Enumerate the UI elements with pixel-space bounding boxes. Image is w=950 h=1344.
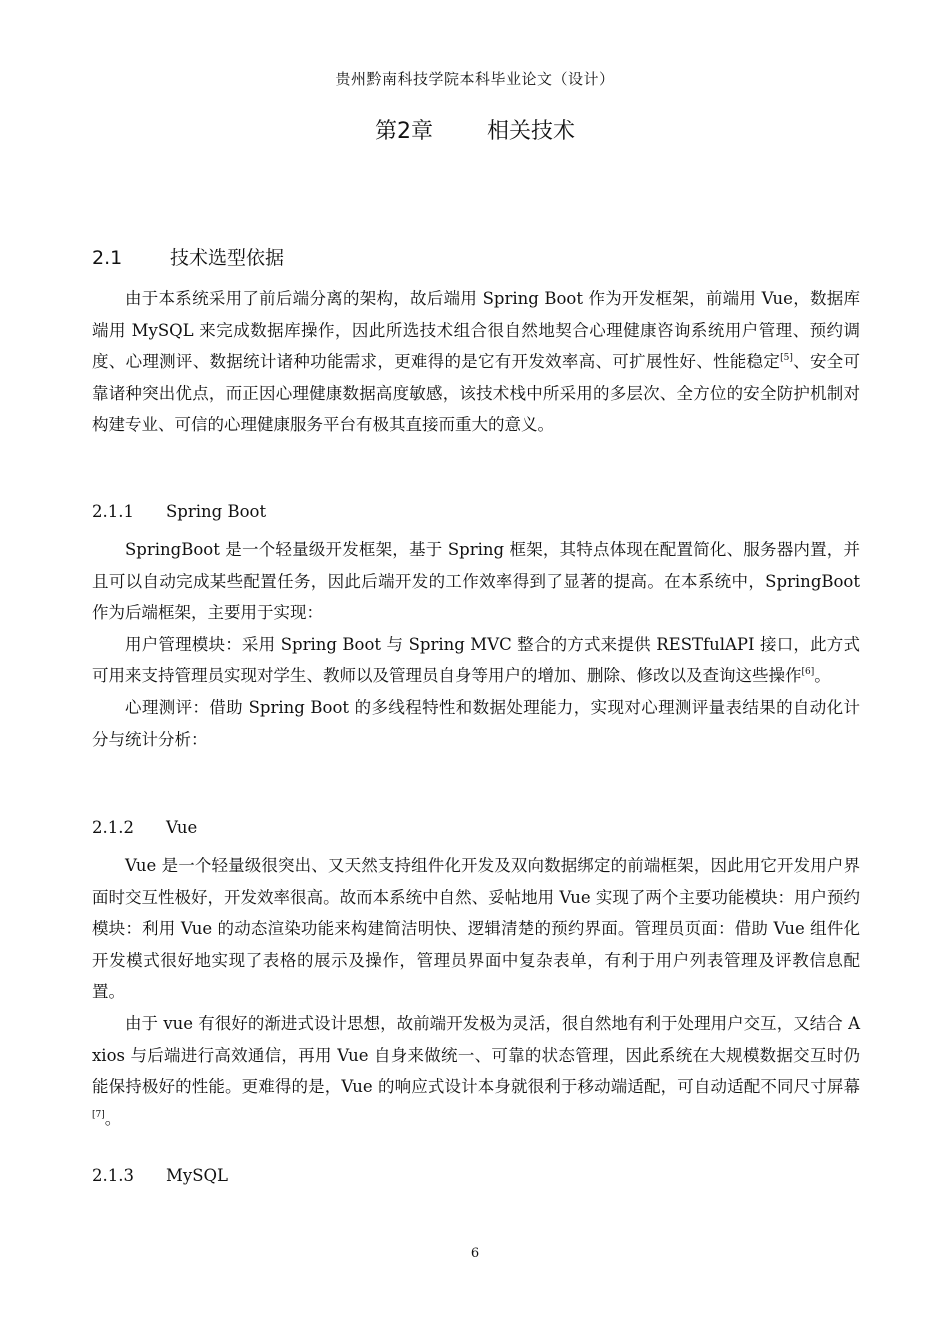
subsection-number: 2.1.2: [92, 818, 134, 837]
paragraph: SpringBoot 是一个轻量级开发框架，基于 Spring 框架，其特点体现在配置简化、服务器内置，并且可以自动完成某些配置任务，因此后端开发的工作效率得到了显著的提高。在本系统中，SpringBoot 作为后端框架，主要用于实现：: [92, 540, 860, 623]
paragraph-text: 、安全可靠诸种突出优点，而正因心理健康数据高度敏感，该技术栈中所采用的多层次、全方位的安全防护机制对构建专业、可信的心理健康服务平台有极其直接而重大的意义。: [92, 352, 861, 435]
subsection-number: 2.1.1: [92, 502, 134, 521]
section-number: 2.1: [92, 247, 123, 269]
subsection-number: 2.1.3: [92, 1166, 134, 1185]
page-number: 6: [470, 1246, 480, 1261]
paragraph: 心理测评：借助 Spring Boot 的多线程特性和数据处理能力，实现对心理测评量表结果的自动化计分与统计分析：: [92, 697, 860, 749]
paragraph-text: 用户管理模块：采用 Spring Boot 与 Spring MVC 整合的方式来提供 RESTfulAPI 接口，此方式可用来支持管理员实现对学生、教师以及管理员自身等用户的增加、删除、修改以及查询这些操作: [92, 634, 860, 686]
paragraph: [92, 629, 860, 692]
subsection-title: Spring Boot: [166, 502, 267, 521]
chapter-number: 第2章: [374, 119, 433, 144]
paragraph-text: 。: [814, 666, 831, 686]
section-2-1-heading: [92, 243, 860, 273]
section-title: 技术选型依据: [170, 247, 285, 269]
paragraph-text: 。: [104, 1108, 122, 1128]
citation: [7]: [92, 1109, 105, 1120]
subsection-title: Vue: [166, 818, 198, 837]
section-2-1-1-body: [92, 534, 860, 755]
section-2-1-body: [92, 283, 860, 441]
chapter-title: [0, 114, 950, 145]
section-2-1-3-heading: [92, 1162, 860, 1190]
section-2-1-1-heading: [92, 498, 860, 526]
section-2-1-2-body: [92, 850, 860, 1134]
running-header: 贵州黔南科技学院本科毕业论文（设计）: [335, 70, 615, 88]
paragraph: [92, 283, 860, 441]
paragraph-text: 由于本系统采用了前后端分离的架构，故后端用 Spring Boot 作为开发框架，前端用 Vue，数据库端用 MySQL 来完成数据库操作，因此所选技术组合很自然地契合心理健康咨询系统用户管理、预约调度、心理测评、数据统计诸种功能需求，更难得的是它有开发效率高、可扩展性好、性能稳定: [92, 289, 860, 372]
section-2-1-2-heading: [92, 814, 860, 842]
chapter-name: 相关技术: [486, 119, 575, 144]
citation: [5]: [780, 353, 793, 364]
subsection-title: MySQL: [166, 1166, 229, 1185]
paragraph: [92, 1008, 860, 1134]
citation: [6]: [801, 667, 815, 678]
paragraph: Vue 是一个轻量级很突出、又天然支持组件化开发及双向数据绑定的前端框架，因此用它开发用户界面时交互性极好，开发效率很高。故而本系统中自然、妥帖地用 Vue 实现了两个主要功能模块：用户预约模块：利用 Vue 的动态渲染功能来构建简洁明快、逻辑清楚的预约界面。管理员页面：借助 Vue 组件化开发模式很好地实现了表格的展示及操作，管理员界面中复杂表单，有利于用户列表管理及评教信息配置。: [92, 856, 860, 1002]
paragraph-text: 由于 vue 有很好的渐进式设计思想，故前端开发极为灵活，很自然地有利于处理用户交互，又结合 Axios 与后端进行高效通信，再用 Vue 自身来做统一、可靠的状态管理，因此系统在大规模数据交互时仍能保持极好的性能。更难得的是，Vue 的响应式设计本身就很利于移动端适配，可自动适配不同尺寸屏幕: [92, 1013, 860, 1097]
